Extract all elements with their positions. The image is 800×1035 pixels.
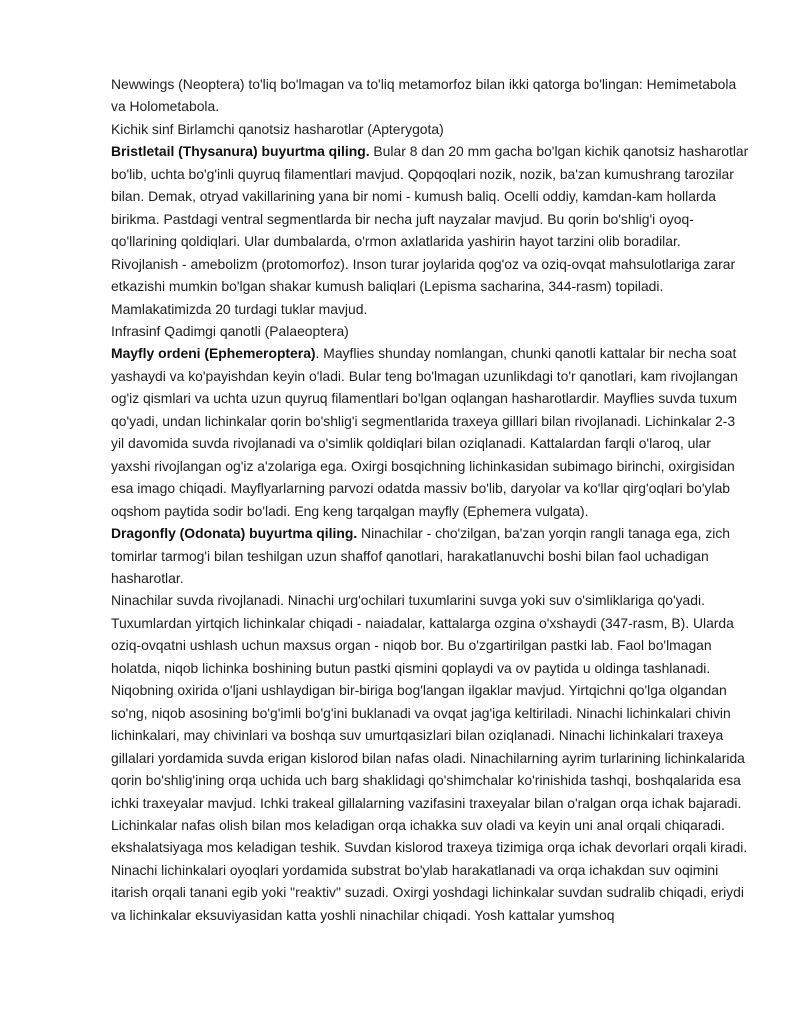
paragraph-neoptera [111,73,751,118]
paragraph-exhalation [111,836,751,926]
paragraph-dragonfly-development [111,589,751,836]
paragraph-text: Infrasinf Qadimgi qanotli (Palaeoptera) [111,322,349,339]
paragraph-lead-bold: Bristletail (Thysanura) buyurtma qiling. [111,143,370,160]
paragraph-text: Newwings (Neoptera) to'liq bo'lmagan va to'liq metamorfoz bilan ikki qatorga bo'lingan: Hemimetabola va Holometabola. [111,76,737,115]
document-page [111,73,751,926]
paragraph-text: Kichik sinf Birlamchi qanotsiz hasharotlar (Apterygota) [111,120,444,137]
paragraph-text: Ninachilar suvda rivojlanadi. Ninachi urg'ochilari tuxumlarini suvga yoki suv o'simliklariga qo'yadi. Tuxumlardan yirtqich lichinkalar chiqadi - naiadalar, kattalarga ozgina o'xshaydi (347-rasm, B). Ularda oziq-ovqatni ushlash uchun maxsus organ - niqob bor. Bu o'zgartirilgan pastki lab. Faol bo'lmagan holatda, niqob lichinka boshining butun pastki qismini qoplaydi va ov paytida u oldinga tashlanadi. Niqobning oxirida o'ljani ushlaydigan bir-biriga bog'langan ilgaklar mavjud. Yirtqichni qo'lga olgandan so'ng, niqob asosining bo'g'imli bo'g'ini buklanadi va ovqat jag'iga keltiriladi. Ninachi lichinkalari chivin lichinkalari, may chivinlari va boshqa suv umurtqasizlari bilan oziqlanadi. Ninachi lichinkalari traxeya gillalari yordamida suvda erigan kislorod bilan nafas oladi. Ninachilarning ayrim turlarining lichinkalarida qorin bo'shlig'ining orqa uchida uch barg shaklidagi qo'shimchalar ko'rinishida tashqi, boshqalarida esa ichki traxeyalar mavjud. Ichki trakeal gillalarning vazifasini traxeyalar bilan o'ralgan orqa ichak bajaradi. Lichinkalar nafas olish bilan mos keladigan orqa ichakka suv oladi va keyin uni anal orqali chiqaradi. [111,592,745,833]
paragraph-lead-bold: Dragonfly (Odonata) buyurtma qiling. [111,525,358,542]
paragraph-text: ekshalatsiyaga mos keladigan teshik. Suvdan kislorod traxeya tizimiga orqa ichak devorlari orqali kiradi. Ninachi lichinkalari oyoqlari yordamida substrat bo'ylab harakatlanadi va orqa ichakdan suv oqimini itarish orqali tanani egib yoki "reaktiv" suzadi. Oxirgi yoshdagi lichinkalar suvdan sudralib chiqadi, eriydi va lichinkalar eksuviyasidan katta yoshli ninachilar chiqadi. Yosh kattalar yumshoq [111,839,748,923]
heading-apterygota [111,118,751,140]
paragraph-ephemeroptera [111,342,751,522]
heading-palaeoptera [111,320,751,342]
paragraph-text: Ninachilar - cho'zilgan, ba'zan yorqin rangli tanaga ega, zich tomirlar tarmog'i bilan teshilgan uzun shaffof qanotlari, harakatlanuvchi boshi bilan faol uchadigan hasharotlar. [111,525,731,586]
paragraph-lead-bold: Mayfly ordeni (Ephemeroptera) [111,345,316,362]
paragraph-odonata [111,522,751,589]
paragraph-thysanura [111,140,751,320]
paragraph-text: . Mayflies shunday nomlangan, chunki qanotli kattalar bir necha soat yashaydi va ko'payishdan keyin o'ladi. Bular teng bo'lmagan uzunlikdagi to'r qanotlari, kam rivojlangan og'iz qismlari va uchta uzun quyruq filamentlari bo'lgan oqlangan hasharotlardir. Mayflies suvda tuxum qo'yadi, undan lichinkalar qorin bo'shlig'i segmentlarida traxeya gilllari bilan rivojlanadi. Lichinkalar 2-3 yil davomida suvda rivojlanadi va o'simlik qoldiqlari bilan oziqlanadi. Kattalardan farqli o'laroq, ular yaxshi rivojlangan og'iz a'zolariga ega. Oxirgi bosqichning lichinkasidan subimago birinchi, oxirgisidan esa imago chiqadi. Mayflyarlarning parvozi odatda massiv bo'lib, daryolar va ko'llar qirg'oqlari bo'ylab oqshom paytida sodir bo'ladi. Eng keng tarqalgan mayfly (Ephemera vulgata). [111,345,738,519]
paragraph-text: Bular 8 dan 20 mm gacha bo'lgan kichik qanotsiz hasharotlar bo'lib, uchta bo'g'inli quyruq filamentlari mavjud. Qopqoqlari nozik, nozik, ba'zan kumushrang tarozilar bilan. Demak, otryad vakillarining yana bir nomi - kumush baliq. Ocelli oddiy, kamdan-kam hollarda birikma. Pastdagi ventral segmentlarda bir necha juft nayzalar mavjud. Bu qorin bo'shlig'i oyoq-qo'llarining qoldiqlari. Ular dumbalarda, o'rmon axlatlarida yashirin hayot tarzini olib boradilar. Rivojlanish - amebolizm (protomorfoz). Inson turar joylarida qog'oz va oziq-ovqat mahsulotlariga zarar etkazishi mumkin bo'lgan shakar kumush baliqlari (Lepisma sacharina, 344-rasm) topiladi. Mamlakatimizda 20 turdagi tuklar mavjud. [111,143,749,317]
